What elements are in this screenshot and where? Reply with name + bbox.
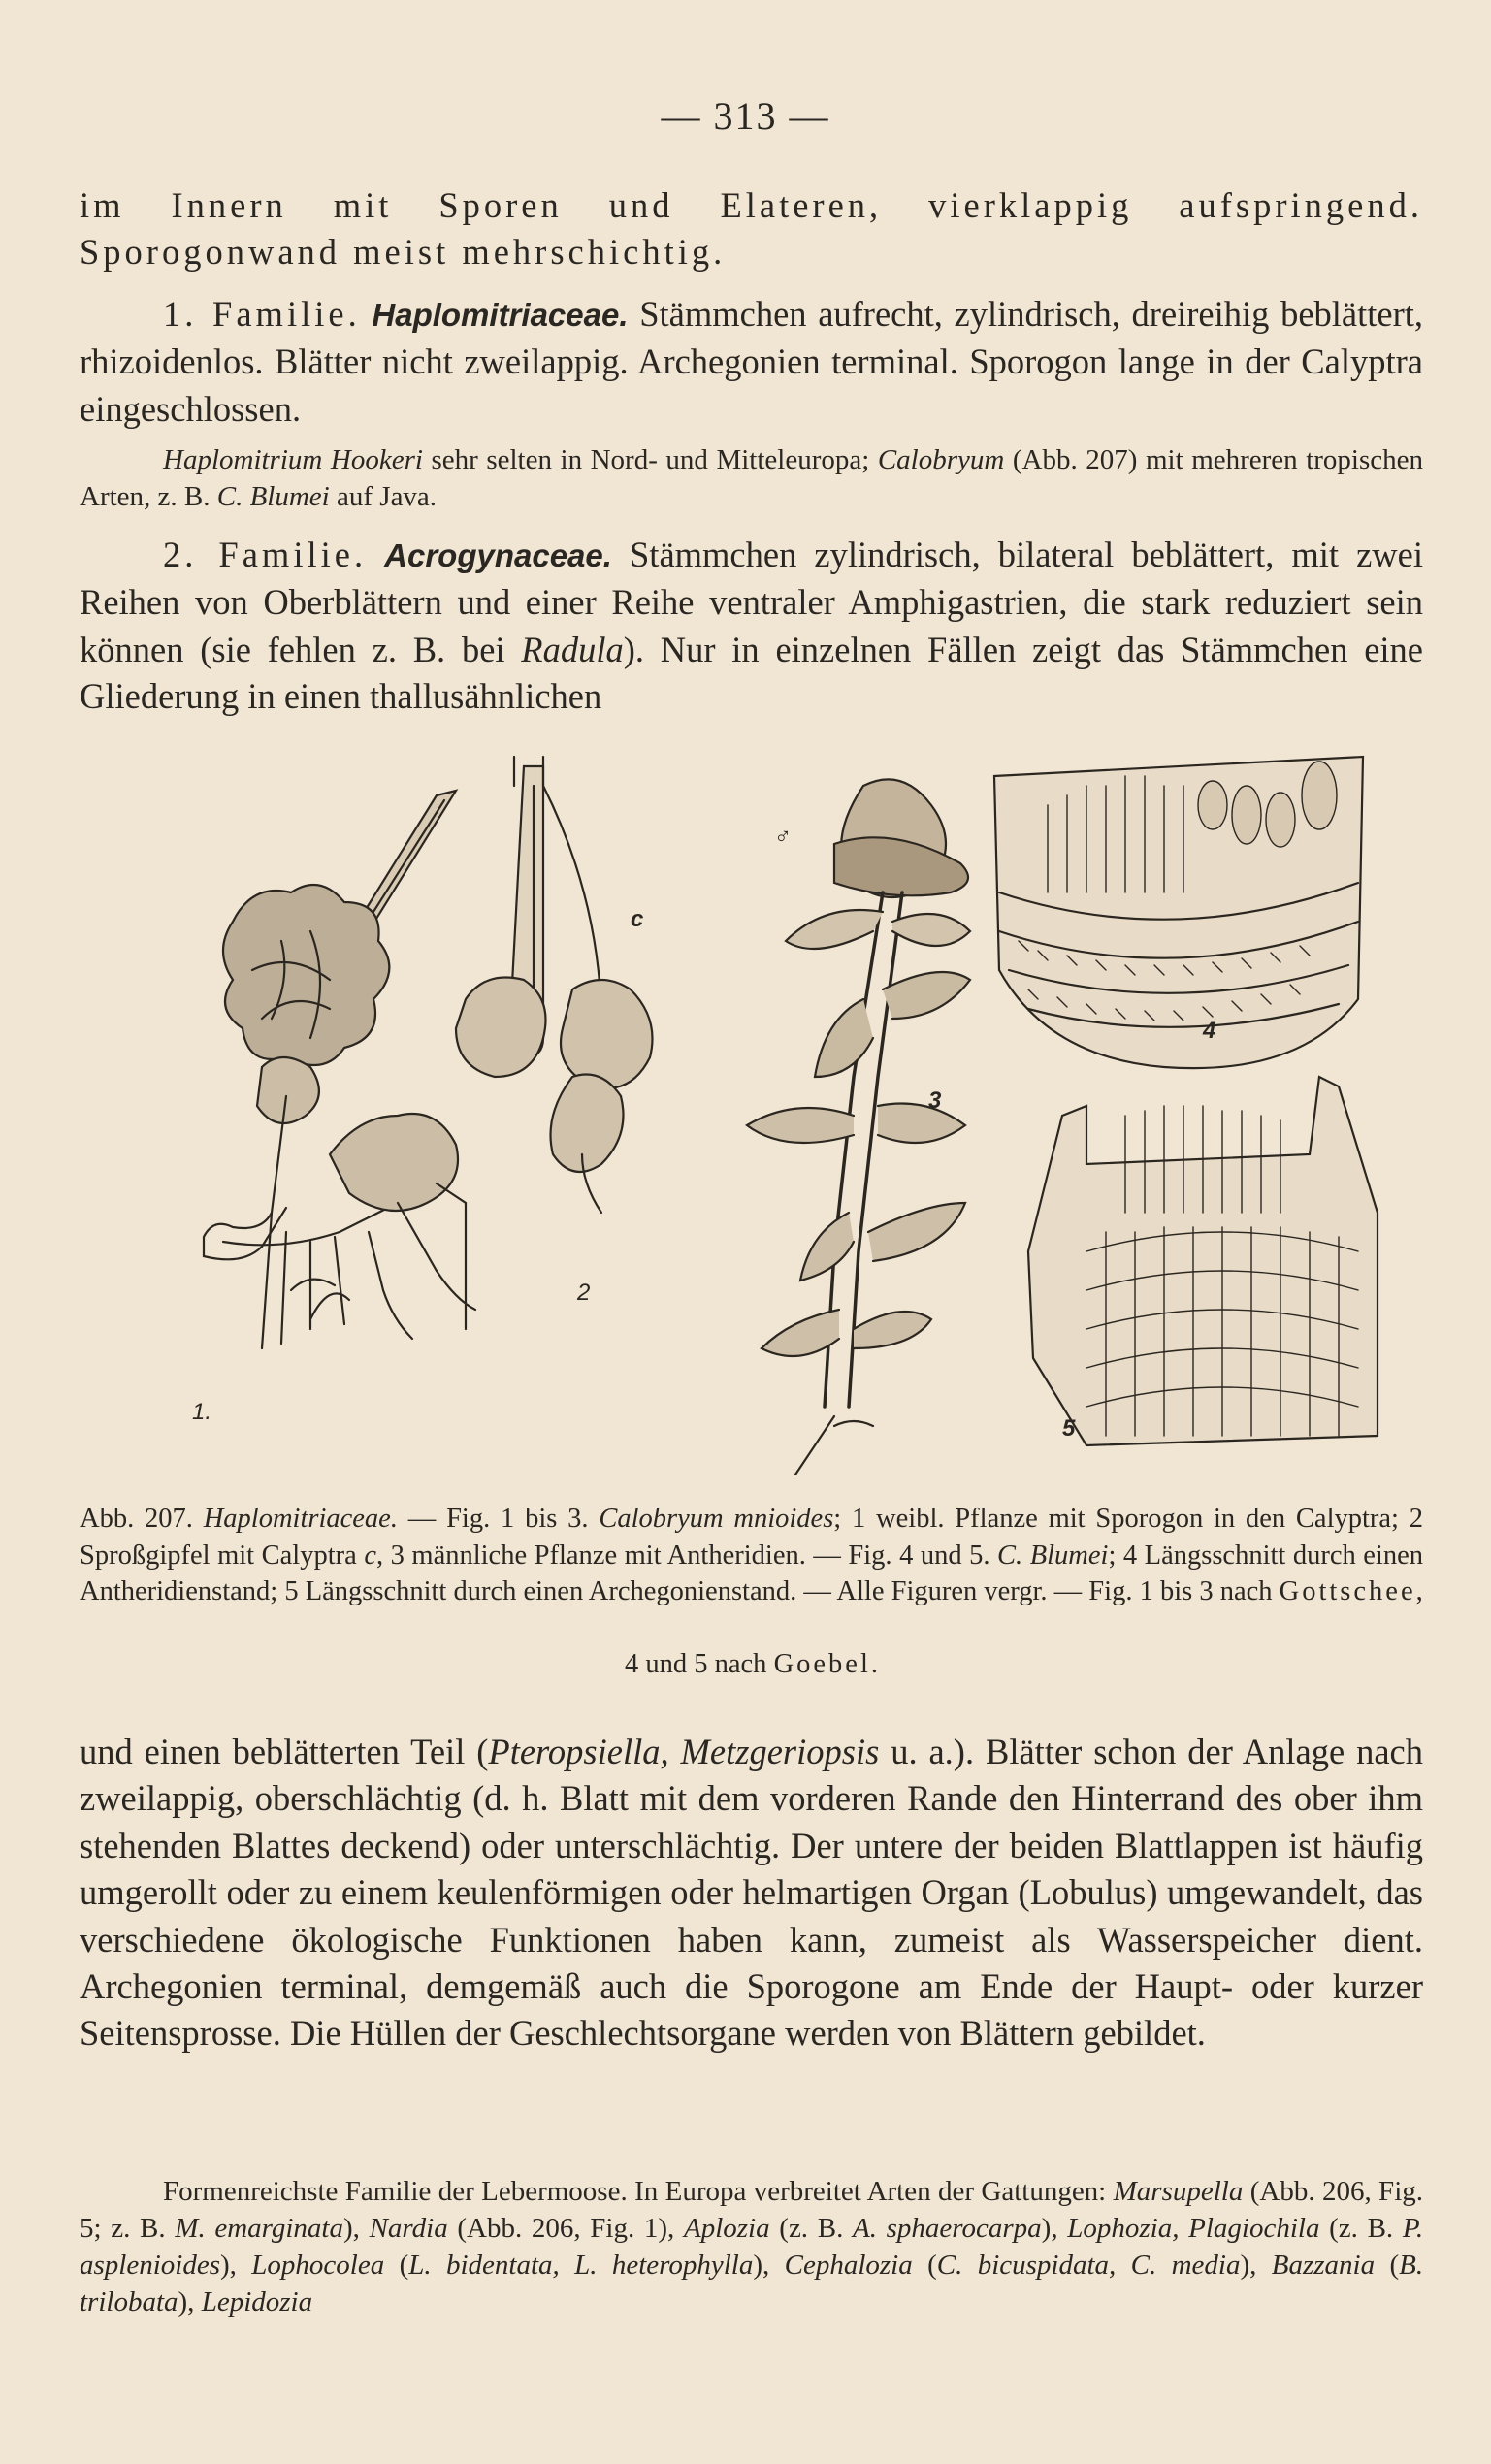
caption-species: Calobryum mnioides	[599, 1504, 834, 1534]
family-1-number: 1. Familie.	[163, 294, 361, 334]
caption-text-3: , 3 männliche Pflanze mit Antheridien. — Fig. 4 und 5.	[375, 1540, 990, 1571]
note-1	[80, 441, 1423, 515]
note-2-genus-7: Bazzania	[1271, 2250, 1376, 2281]
paragraph-continuation	[80, 1729, 1423, 2058]
note-2-text-3: ),	[343, 2213, 360, 2244]
note-2	[80, 2173, 1423, 2320]
family-2-text-2: ). Nur in einzelnen Fällen zeigt das Stämmchen eine Gliederung in einen thallusähnlichen	[80, 629, 1424, 717]
note-2-genus-3: Aplozia	[683, 2213, 770, 2244]
fig-label-5: 5	[1062, 1415, 1076, 1442]
caption-last-line	[80, 1646, 1423, 1683]
caption-text-1: — Fig. 1 bis 3.	[407, 1504, 589, 1534]
fig-label-3: 3	[928, 1087, 942, 1114]
figure-207	[116, 747, 1387, 1499]
caption-author-1: Gottschee	[1279, 1576, 1416, 1606]
note-2-text-14: ),	[178, 2286, 195, 2318]
note-2-text-6: ),	[1041, 2213, 1058, 2244]
note-2-genus-4: Lophozia, Plagiochila	[1067, 2213, 1320, 2244]
note-2-text-5: (z. B.	[779, 2213, 844, 2244]
note-2-species-4: L. bidentata, L. heterophylla	[408, 2250, 754, 2281]
note-2-text-10: ),	[753, 2250, 770, 2281]
note-2-genus-5: Lophocolea	[251, 2250, 385, 2281]
family-2-name: Acrogynaceae.	[384, 537, 612, 573]
note-2-text-7: (z. B.	[1329, 2213, 1394, 2244]
fig-5-drawing	[1028, 1077, 1378, 1445]
figure-caption	[80, 1501, 1423, 1610]
caption-last-text: 4 und 5 nach	[625, 1649, 767, 1679]
family-2-text-1: Stämmchen zylindrisch, bilateral beblättert, mit zwei Reihen von Oberblättern und einer Reihe ventraler Amphigastrien, die stark reduziert sein können (sie fehlen z. B. bei	[80, 535, 1424, 669]
family-1-text: Stämmchen aufrecht, zylindrisch, dreireihig beblättert, rhizoidenlos. Blätter nicht zweilappig. Archegonien terminal. Sporogon lange in der Calyptra eingeschlossen.	[80, 294, 1424, 429]
note-2-species-1: M. emarginata	[175, 2213, 343, 2244]
caption-abb: Abb. 207.	[80, 1504, 193, 1534]
note-2-text-4: (Abb. 206, Fig. 1),	[457, 2213, 675, 2244]
caption-species-2: C. Blumei	[997, 1540, 1109, 1571]
fig-3-drawing	[747, 779, 970, 1475]
page-number: — 313 —	[661, 94, 830, 138]
fig-2-drawing	[456, 757, 653, 1213]
family-2-genus: Radula	[521, 629, 624, 669]
note-2-species-3: P. asplenioides	[80, 2213, 1424, 2281]
note-1-genus-1: Haplomitrium Hookeri	[163, 444, 423, 475]
figure-illustration	[116, 747, 1387, 1499]
caption-text-2: ; 1 weibl. Pflanze mit Sporogon in den Calyptra; 2 Sproßgipfel mit Calyptra	[80, 1504, 1424, 1571]
fig-label-1: 1.	[192, 1399, 212, 1425]
fig-label-4: 4	[1203, 1018, 1216, 1044]
caption-text-5: ,	[1415, 1576, 1423, 1606]
caption-author-2: Goebel	[773, 1649, 871, 1679]
note-2-text-8: ),	[220, 2250, 237, 2281]
family-2-paragraph	[80, 532, 1423, 721]
note-2-species-6: B. trilobata	[80, 2250, 1424, 2318]
family-2-number: 2. Familie.	[163, 535, 368, 574]
note-1-species: C. Blumei	[216, 481, 330, 512]
note-2-text-1: Formenreichste Familie der Lebermoose. In Europa verbreitet Arten der Gattungen:	[163, 2176, 1107, 2207]
note-2-text-13: (	[1389, 2250, 1400, 2281]
caption-family: Haplomitriaceae.	[203, 1504, 398, 1534]
note-2-text-2: (Abb. 206, Fig. 5; z. B.	[80, 2176, 1423, 2244]
fig-label-male: ♂	[774, 824, 792, 850]
family-1-paragraph	[80, 291, 1423, 433]
family-1-name: Haplomitriaceae.	[372, 297, 629, 333]
note-2-text-11: (	[927, 2250, 937, 2281]
note-2-genus-6: Cephalozia	[784, 2250, 913, 2281]
note-2-species-5: C. bicuspidata, C. media	[936, 2250, 1241, 2281]
fig-label-c: c	[631, 906, 644, 932]
fig-4-drawing	[994, 757, 1363, 1068]
note-2-genus-8: Lepidozia	[201, 2286, 313, 2318]
note-1-text-1: sehr selten in Nord- und Mitteleuropa;	[431, 444, 870, 475]
fig-label-2: 2	[577, 1280, 591, 1306]
para-2-text-1: und einen beblätterten Teil (	[80, 1732, 489, 1771]
para-2-text-2: u. a.). Blätter schon der Anlage nach zweilappig, oberschlächtig (d. h. Blatt mit dem vorderen Rande den Hinterrand des ober ihm stehenden Blattes deckend) oder unterschlächtig. Der untere der beiden Blattlappen ist häufig umgerollt oder zu einem keulenförmigen oder helmartigen Organ (Lobulus) umgewandelt, das verschiedene ökologische Funktionen haben kann, zumeist als Wasserspeicher dient. Archegonien terminal, demgemäß auch die Sporogone am Ende der Haupt- oder kurzer Seitensprosse. Die Hüllen der Geschlechtsorgane werden von Blättern gebildet.	[80, 1732, 1423, 2054]
fig-1-drawing	[204, 791, 475, 1348]
caption-text-4: ; 4 Längsschnitt durch einen Antheridienstand; 5 Längsschnitt durch einen Archegonienstand. — Alle Figuren vergr. — Fig. 1 bis 3 nach	[80, 1540, 1423, 1606]
caption-c: c	[364, 1540, 376, 1571]
caption-text-6: .	[870, 1649, 878, 1679]
note-1-text-2: (Abb. 207) mit mehreren tropischen Arten, z. B.	[80, 444, 1424, 512]
note-2-genus-1: Marsupella	[1113, 2176, 1244, 2207]
note-2-genus-2: Nardia	[369, 2213, 448, 2244]
note-2-text-9: (	[399, 2250, 409, 2281]
note-1-text-3: auf Java.	[337, 481, 438, 512]
paragraph-intro: im Innern mit Sporen und Elateren, vierklappig aufspringend. Sporogonwand meist mehrschichtig.	[80, 185, 1423, 273]
note-2-species-2: A. sphaerocarpa	[853, 2213, 1042, 2244]
para-2-genera: Pteropsiella, Metzgeriopsis	[488, 1732, 880, 1771]
note-1-genus-2: Calobryum	[877, 444, 1005, 475]
note-2-text-12: ),	[1240, 2250, 1257, 2281]
